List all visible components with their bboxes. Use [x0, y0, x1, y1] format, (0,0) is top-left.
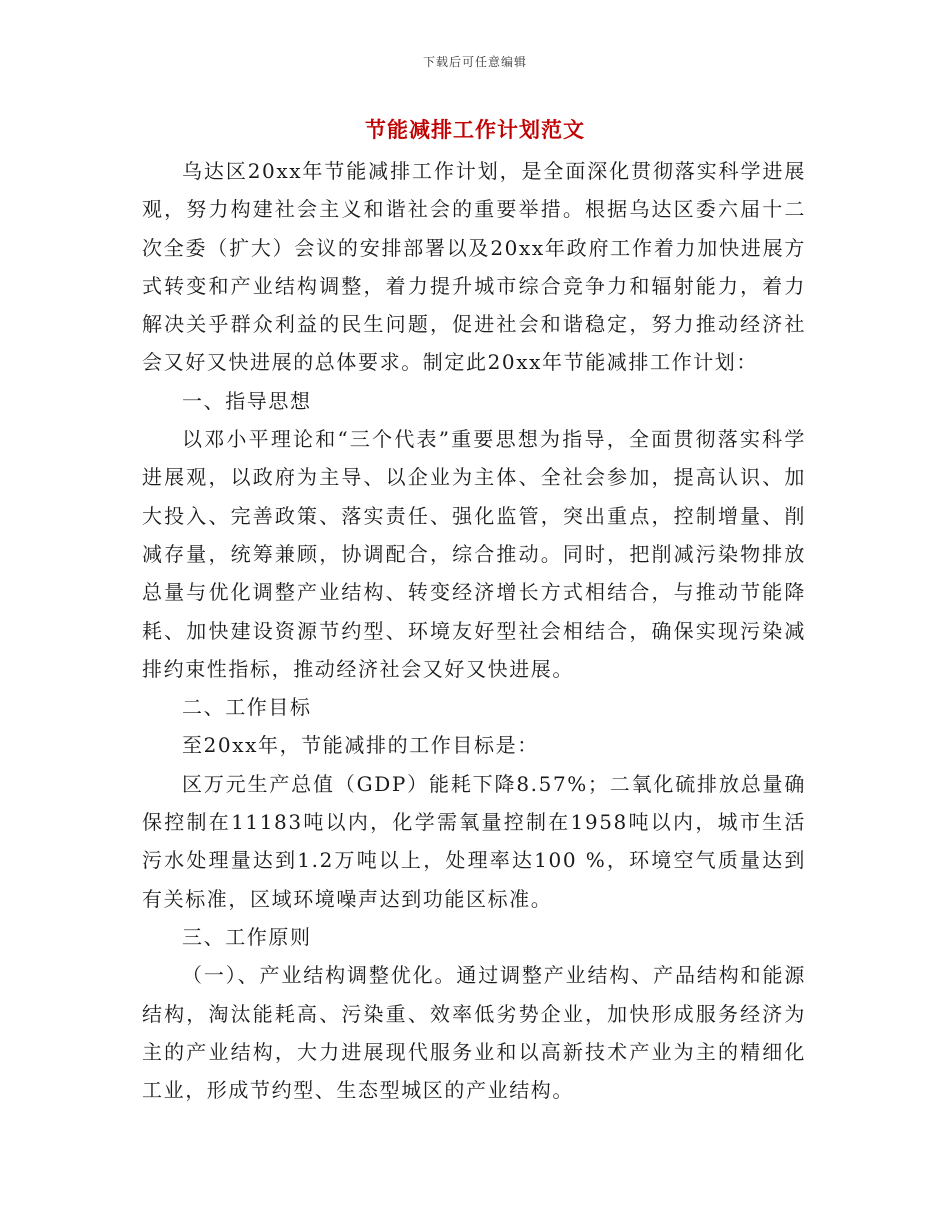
- section-heading-work-principles: 三、工作原则: [182, 924, 312, 949]
- intro-paragraph: 乌达区20xx年节能减排工作计划，是全面深化贯彻落实科学进展观，努力构建社会主义和谐社会的重要举措。根据乌达区委六届十二次全委（扩大）会议的安排部署以及20xx年政府工作着力加快进展方式转变和产业结构调整，着力提升城市综合竞争力和辐射能力，着力解决关乎群众利益的民生问题，促进社会和谐稳定，努力推动经济社会又好又快进展的总体要求。制定此20xx年节能减排工作计划：: [142, 159, 806, 375]
- work-goals-intro: 至20xx年，节能减排的工作目标是：: [182, 733, 539, 758]
- section-heading-work-goals: 二、工作目标: [182, 695, 312, 720]
- section-heading-guiding-ideology: 一、指导思想: [182, 388, 312, 413]
- principle-one-paragraph: （一）、产业结构调整优化。通过调整产业结构、产品结构和能源结构，淘汰能耗高、污染重、效率低劣势企业，加快形成服务经济为主的产业结构，大力进展现代服务业和以高新技术产业为主的精细化工业，形成节约型、生态型城区的产业结构。: [142, 963, 806, 1103]
- document-title: 节能减排工作计划范文: [365, 117, 585, 142]
- header-note: 下载后可任意编辑: [422, 55, 527, 69]
- work-goals-paragraph: 区万元生产总值（GDP）能耗下降8.57%；二氧化硫排放总量确保控制在11183吨以内，化学需氧量控制在1958吨以内，城市生活污水处理量达到1.2万吨以上，处理率达100 %，环境空气质量达到有关标准，区域环境噪声达到功能区标准。: [142, 771, 806, 911]
- guiding-ideology-paragraph: 以邓小平理论和“三个代表”重要思想为指导，全面贯彻落实科学进展观，以政府为主导、以企业为主体、全社会参加，提高认识、加大投入、完善政策、落实责任、强化监管，突出重点，控制增量、削减存量，统筹兼顾，协调配合，综合推动。同时，把削减污染物排放总量与优化调整产业结构、转变经济增长方式相结合，与推动节能降耗、加快建设资源节约型、环境友好型社会相结合，确保实现污染减排约束性指标，推动经济社会又好又快进展。: [142, 427, 806, 681]
- document-body: [142, 152, 806, 1109]
